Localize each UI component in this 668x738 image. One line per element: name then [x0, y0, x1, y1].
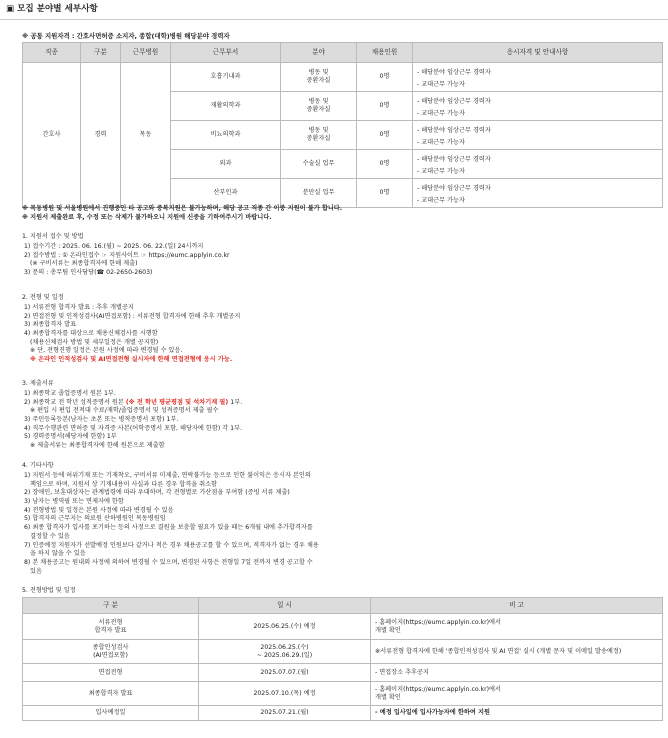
section-line: 3) 최종합격자 발표: [24, 321, 77, 329]
remarks-cell: [371, 682, 663, 706]
cell-line: - 교대근무 가능자: [417, 80, 466, 88]
remarks-cell: [371, 614, 663, 640]
cell-line: - 교대근무 가능자: [417, 109, 466, 117]
warning-notes: [22, 205, 342, 223]
count-cell: 0명: [357, 150, 413, 179]
section-title: 2. 전형 및 일정: [22, 294, 64, 301]
cell-line: 병동 및: [308, 127, 329, 135]
cell-line: 2025.07.07.(월): [260, 668, 309, 676]
table-row: [23, 614, 663, 640]
section-title: 5. 전형방법 및 일정: [22, 587, 76, 594]
section-schedule: [22, 294, 240, 365]
header-field: 분야: [281, 43, 357, 63]
section-line: ※ 제출서류는 최종합격자에 한해 원본으로 제출함: [30, 442, 165, 450]
dept-cell: 호흡기내과: [171, 63, 281, 92]
cell-line: 중환자실: [306, 106, 331, 113]
cell-line: - 교대근무 가능자: [417, 167, 466, 175]
note-line: ※ 목동병원 및 서울병원에서 진행중인 타 공고와 중복지원은 불가능하며, 해당 공고 직종 간 이중 지원이 불가 합니다.: [22, 205, 343, 212]
cell-line: 2025.06.25.(수): [260, 643, 309, 651]
section-line-important: ※ 온라인 인적성검사 및 AI면접전형 실시자에 한해 면접전형에 응시 가능.: [30, 356, 233, 364]
common-qualification: ※ 공통 지원자격 : 간호사면허증 소지자, 종합(대학)병원 해당분야 경력자: [22, 32, 230, 40]
header-count: 채용인원: [357, 43, 413, 63]
cell-line: 최종합격자 발표: [88, 689, 133, 697]
cell-line: 수술실 업무: [302, 160, 335, 168]
cell-line: - 면접장소 추후공지: [375, 668, 429, 676]
section-line: 5) 합격자의 근무지는 의료원 산하병원인 목동병원임: [24, 515, 166, 523]
cell-line: - 해당분야 임상근무 경력자: [417, 97, 491, 105]
notes-cell: [413, 150, 663, 179]
section-line: 8) 본 채용공고는 원내외 사정에 의하여 변경될 수 있으며, 변경된 사항은 전형일 7일 전까지 변경 공고할 수: [24, 558, 313, 566]
notes-cell: [413, 63, 663, 92]
cell-line: - 홈페이지(https://eumc.applyin.co.kr)에서: [375, 618, 502, 626]
title-divider: [0, 19, 668, 20]
section-title: 1. 지원서 접수 및 방법: [22, 233, 84, 240]
table-header-row: [23, 598, 663, 614]
field-cell: [281, 121, 357, 150]
category-cell: [23, 664, 199, 682]
cell-line: 종합인성검사: [92, 643, 129, 651]
cell-line: - 해당분야 임상근무 경력자: [417, 126, 491, 134]
cell-line: 2025.07.10.(목) 예정: [253, 689, 316, 697]
cell-line: 병동 및: [308, 69, 329, 77]
cell-line: 합격자 발표: [94, 626, 127, 634]
section-line: 1) 서류전형 합격자 발표 : 추후 개별공지: [24, 304, 134, 311]
datetime-cell: [199, 614, 371, 640]
section-line: 4) 직무수행관련 면허증 및 자격증 사본(어학증명서 포함, 해당자에 한함) 각 1부.: [24, 424, 243, 432]
category-cell: [23, 682, 199, 706]
dept-cell: 비뇨의학과: [171, 121, 281, 150]
header-hospital: 근무병원: [121, 43, 171, 63]
remarks-cell: [371, 706, 663, 721]
datetime-cell: [199, 706, 371, 721]
cell-line: 개별 확인: [375, 693, 401, 701]
cell-line: - 해당분야 임상근무 경력자: [417, 155, 491, 163]
dept-cell: 외과: [171, 150, 281, 179]
section-line: 2) 접수방법 : ① 온라인접수 ☞ 지원사이트 ☞ https://eumc.applyin.co.kr: [24, 251, 230, 259]
cell-line: 면접전형: [98, 668, 123, 676]
field-cell: [281, 92, 357, 121]
header-job: 직종: [23, 43, 81, 63]
dept-cell: 재활의학과: [171, 92, 281, 121]
count-cell: 0명: [357, 121, 413, 150]
cell-line: 2025.06.25.(수) 예정: [253, 622, 316, 630]
header-dept: 근무부서: [171, 43, 281, 63]
cell-line: 중환자실: [306, 135, 331, 142]
datetime-cell: [199, 682, 371, 706]
table-row: [23, 664, 663, 682]
table-row: [23, 682, 663, 706]
remarks-cell: [371, 664, 663, 682]
header-remarks: 비 고: [371, 598, 663, 614]
notes-cell: [413, 92, 663, 121]
datetime-cell: [199, 664, 371, 682]
section-line: 7) 인증예정 지원자가 선발예정 인원보다 같거나 적은 경우 채용공고를 할 수 있으며, 적격자가 없는 경우 채용: [24, 541, 319, 549]
header-category: 구 분: [23, 598, 199, 614]
section-line: (※ 구비서류는 최종합격자에 한해 제출): [30, 260, 138, 268]
remarks-cell: [371, 640, 663, 664]
section-line: 을 하지 않을 수 있음: [30, 550, 86, 558]
datetime-cell: [199, 640, 371, 664]
section-line: 4) 최종합격자를 대상으로 채용신체검사를 시행함: [24, 330, 158, 338]
hospital-cell: 목동: [121, 63, 171, 208]
cell-line: - 교대근무 가능자: [417, 196, 466, 204]
line-emphasis: (※ 전 학년 평균평점 및 석차기재 필): [125, 398, 231, 406]
section-line: 5) 경력증명서(해당자에 한함) 1부: [24, 433, 117, 441]
table-row: [23, 63, 663, 92]
section-misc: [22, 462, 319, 576]
notes-cell: [413, 179, 663, 208]
cell-line: 병동 및: [308, 98, 329, 106]
table-row: [23, 640, 663, 664]
cell-line: 서류전형: [98, 618, 123, 626]
count-cell: 0명: [357, 179, 413, 208]
section-line: 1) 지원서 등에 허위기재 또는 기재착오, 구비서류 미제출, 연락불가능 등으로 인한 불이익은 응시자 본인의: [24, 472, 311, 479]
cell-line: - 해당분야 임상근무 경력자: [417, 184, 491, 192]
section-title: 3. 제출서류: [22, 380, 54, 387]
recruitment-fields-table: [22, 42, 663, 208]
header-datetime: 일 시: [199, 598, 371, 614]
section-line: 4) 전형방법 및 일정은 본원 사정에 따라 변경될 수 있음: [24, 506, 174, 514]
cell-line: ※서류전형 합격자에 한해 '종합인적성검사 및 AI 면접' 실시 (개별 문자 및 이메일 발송예정): [375, 647, 622, 655]
line-text: 2) 최종학교 전 학년 성적증명서 원본: [24, 398, 126, 406]
section-line: ※ 단, 전형진행 일정은 본원 사정에 따라 변경될 수 있음.: [30, 347, 183, 355]
section-line: 책임으로 하며, 지원서 상 기재내용이 사실과 다른 경우 합격을 취소함: [30, 480, 218, 488]
section-line: 6) 최종 합격자가 입사를 포기하는 등의 사정으로 결원을 보충할 필요가 있을 때는 6개월 내에 추가합격자를: [24, 524, 313, 532]
dept-cell: 산부인과: [171, 179, 281, 208]
section-line: 결정할 수 있음: [30, 532, 70, 540]
section-line: 2) 장애인, 보훈대상자는 관계법령에 따라 우대하며, 각 전형별로 가산점을 부여함 (증빙 서류 제출): [24, 489, 290, 497]
cell-line: - 홈페이지(https://eumc.applyin.co.kr)에서: [375, 685, 502, 693]
type-cell: 경력: [81, 63, 121, 208]
cell-line: (AI면접포함): [93, 651, 128, 659]
field-cell: [281, 150, 357, 179]
count-cell: 0명: [357, 63, 413, 92]
header-notes: 응시자격 및 안내사항: [413, 43, 663, 63]
section-line: 1) 최종학교 졸업증명서 원본 1부.: [24, 390, 116, 397]
count-cell: 0명: [357, 92, 413, 121]
notes-cell: [413, 121, 663, 150]
section-process: [22, 587, 76, 597]
section-line: 1) 접수기간 : 2025. 06. 16.(월) ~ 2025. 06. 22.(일) 24시까지: [24, 243, 204, 250]
cell-line: ~ 2025.06.29.(일): [256, 651, 313, 659]
section-line: ※ 편입 시 편입 전적대 수료/재학/졸업증명서 및 성적증명서 제출 필수: [30, 407, 219, 415]
section-line: 3) 남자는 병역필 또는 면제자에 한함: [24, 498, 124, 506]
cell-line: 개별 확인: [375, 626, 401, 634]
section-line: 2) 면접전형 및 인적성검사(AI면접포함) : 서류전형 합격자에 한해 추후 개별공지: [24, 312, 241, 320]
section-line: 3) 주민등록등본(남자는 초본 또는 병적증명서 포함) 1부.: [24, 416, 179, 424]
field-cell: [281, 63, 357, 92]
category-cell: [23, 706, 199, 721]
section-application: [22, 233, 230, 278]
table-header-row: [23, 43, 663, 63]
category-cell: [23, 640, 199, 664]
note-line: ※ 지원서 제출완료 후, 수정 또는 삭제가 불가하오니 지원에 신중을 기하여주시기 바랍니다.: [22, 214, 272, 221]
table-row: [23, 706, 663, 721]
header-type: 구분: [81, 43, 121, 63]
field-cell: [281, 179, 357, 208]
category-cell: [23, 614, 199, 640]
cell-line: 중환자실: [306, 77, 331, 84]
process-schedule-table: [22, 597, 663, 721]
cell-line: 2025.07.21.(월): [260, 709, 309, 717]
cell-line: 분만실 업무: [302, 189, 335, 197]
cell-line: 입사예정일: [95, 709, 126, 717]
section-documents: [22, 380, 242, 451]
cell-line: - 해당분야 임상근무 경력자: [417, 68, 491, 76]
job-cell: 간호사: [23, 63, 81, 208]
page-title: ▣ 모집 분야별 세부사항: [6, 4, 98, 14]
section-line: (채용신체검사 방법 및 세부일정은 개별 공지함): [30, 338, 159, 346]
section-line: 있음: [30, 567, 42, 575]
cell-line: - 예정 입사일에 입사가능자에 한하여 지원: [375, 709, 490, 717]
section-title: 4. 기타사항: [22, 462, 54, 469]
section-line: 3) 문의 : 총무팀 인사담당(☎ 02-2650-2603): [24, 269, 153, 277]
cell-line: - 교대근무 가능자: [417, 138, 466, 146]
line-tail: 1부.: [230, 398, 243, 406]
